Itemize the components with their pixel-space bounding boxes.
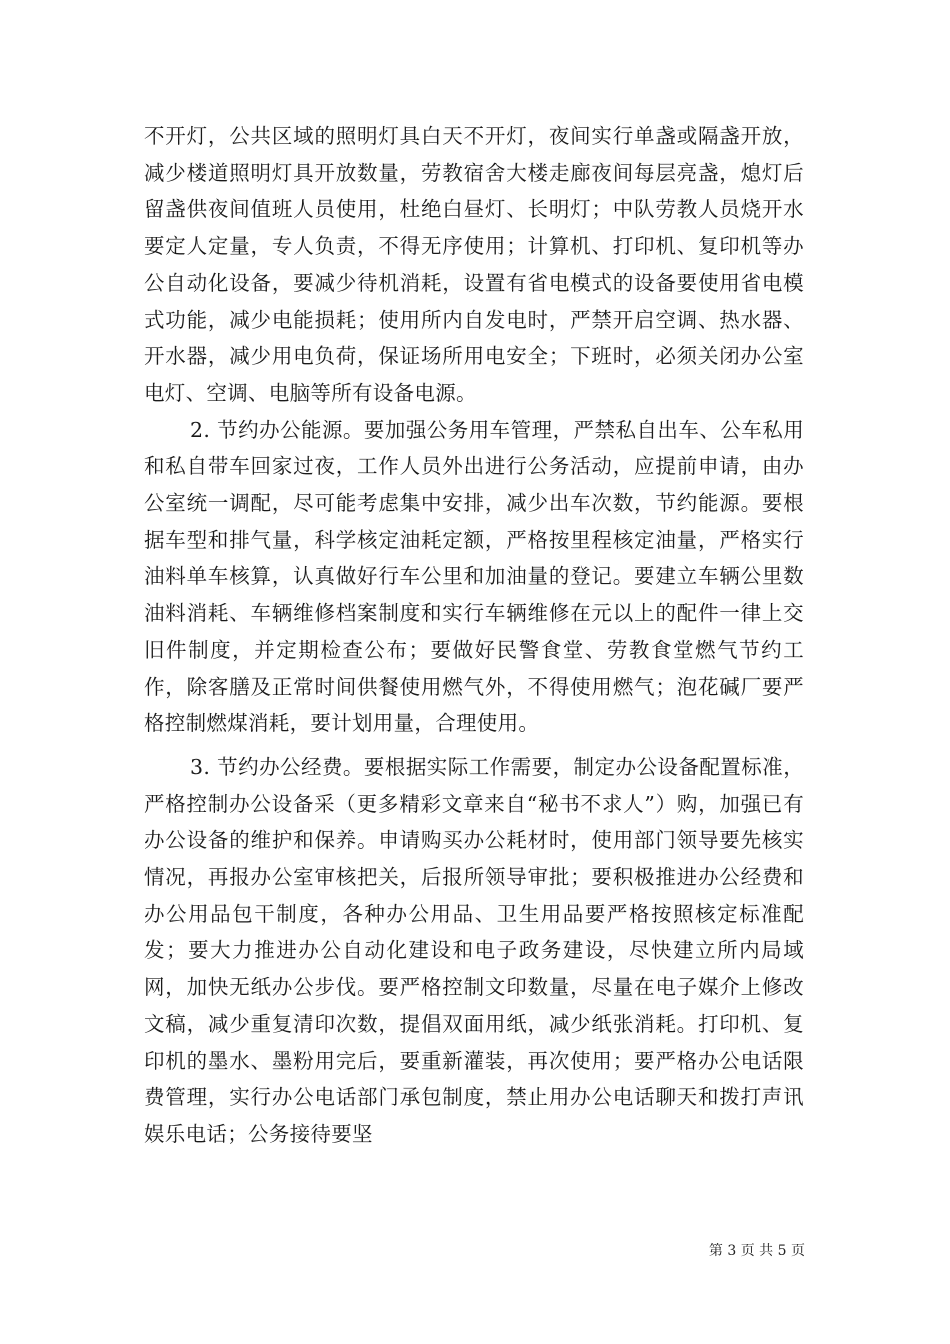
document-body	[144, 118, 804, 1153]
paragraph-save-office-funds: 3. 节约办公经费。要根据实际工作需要，制定办公设备配置标准，严格控制办公设备采（更多精彩文章来自“秘书不求人”）购，加强已有办公设备的维护和保养。申请购买办公耗材时，使用部门领导要先核实情况，再报办公室审核把关，后报所领导审批；要积极推进办公经费和办公用品包干制度，各种办公用品、卫生用品要严格按照核定标准配发；要大力推进办公自动化建设和电子政务建设，尽快建立所内局域网，加快无纸办公步伐。要严格控制文印数量，尽量在电子媒介上修改文稿，减少重复清印次数，提倡双面用纸，减少纸张消耗。打印机、复印机的墨水、墨粉用完后，要重新灌装，再次使用；要严格办公电话限费管理，实行办公电话部门承包制度，禁止用办公电话聊天和拨打声讯娱乐电话；公务接待要坚	[144, 754, 804, 1146]
paragraph-save-office-energy: 2. 节约办公能源。要加强公务用车管理，严禁私自出车、公车私用和私自带车回家过夜，工作人员外出进行公务活动，应提前申请，由办公室统一调配，尽可能考虑集中安排，减少出车次数，节约能源。要根据车型和排气量，科学核定油耗定额，严格按里程核定油量，严格实行油料单车核算，认真做好行车公里和加油量的登记。要建立车辆公里数油料消耗、车辆维修档案制度和实行车辆维修在元以上的配件一律上交旧件制度，并定期检查公布；要做好民警食堂、劳教食堂燃气节约工作，除客膳及正常时间供餐使用燃气外，不得使用燃气；泡花碱厂要严格控制燃煤消耗，要计划用量，合理使用。	[144, 417, 804, 736]
page-number-footer: 第 3 页 共 5 页	[708, 1243, 805, 1259]
paragraph-lighting-continued: 不开灯，公共区域的照明灯具白天不开灯，夜间实行单盏或隔盏开放，减少楼道照明灯具开放数量，劳教宿舍大楼走廊夜间每层亮盏，熄灯后留盏供夜间值班人员使用，杜绝白昼灯、长明灯；中队劳教人员烧开水要定人定量，专人负责，不得无序使用；计算机、打印机、复印机等办公自动化设备，要减少待机消耗，设置有省电模式的设备要使用省电模式功能，减少电能损耗；使用所内自发电时，严禁开启空调、热水器、开水器，减少用电负荷，保证场所用电安全；下班时，必须关闭办公室电灯、空调、电脑等所有设备电源。	[144, 124, 804, 405]
